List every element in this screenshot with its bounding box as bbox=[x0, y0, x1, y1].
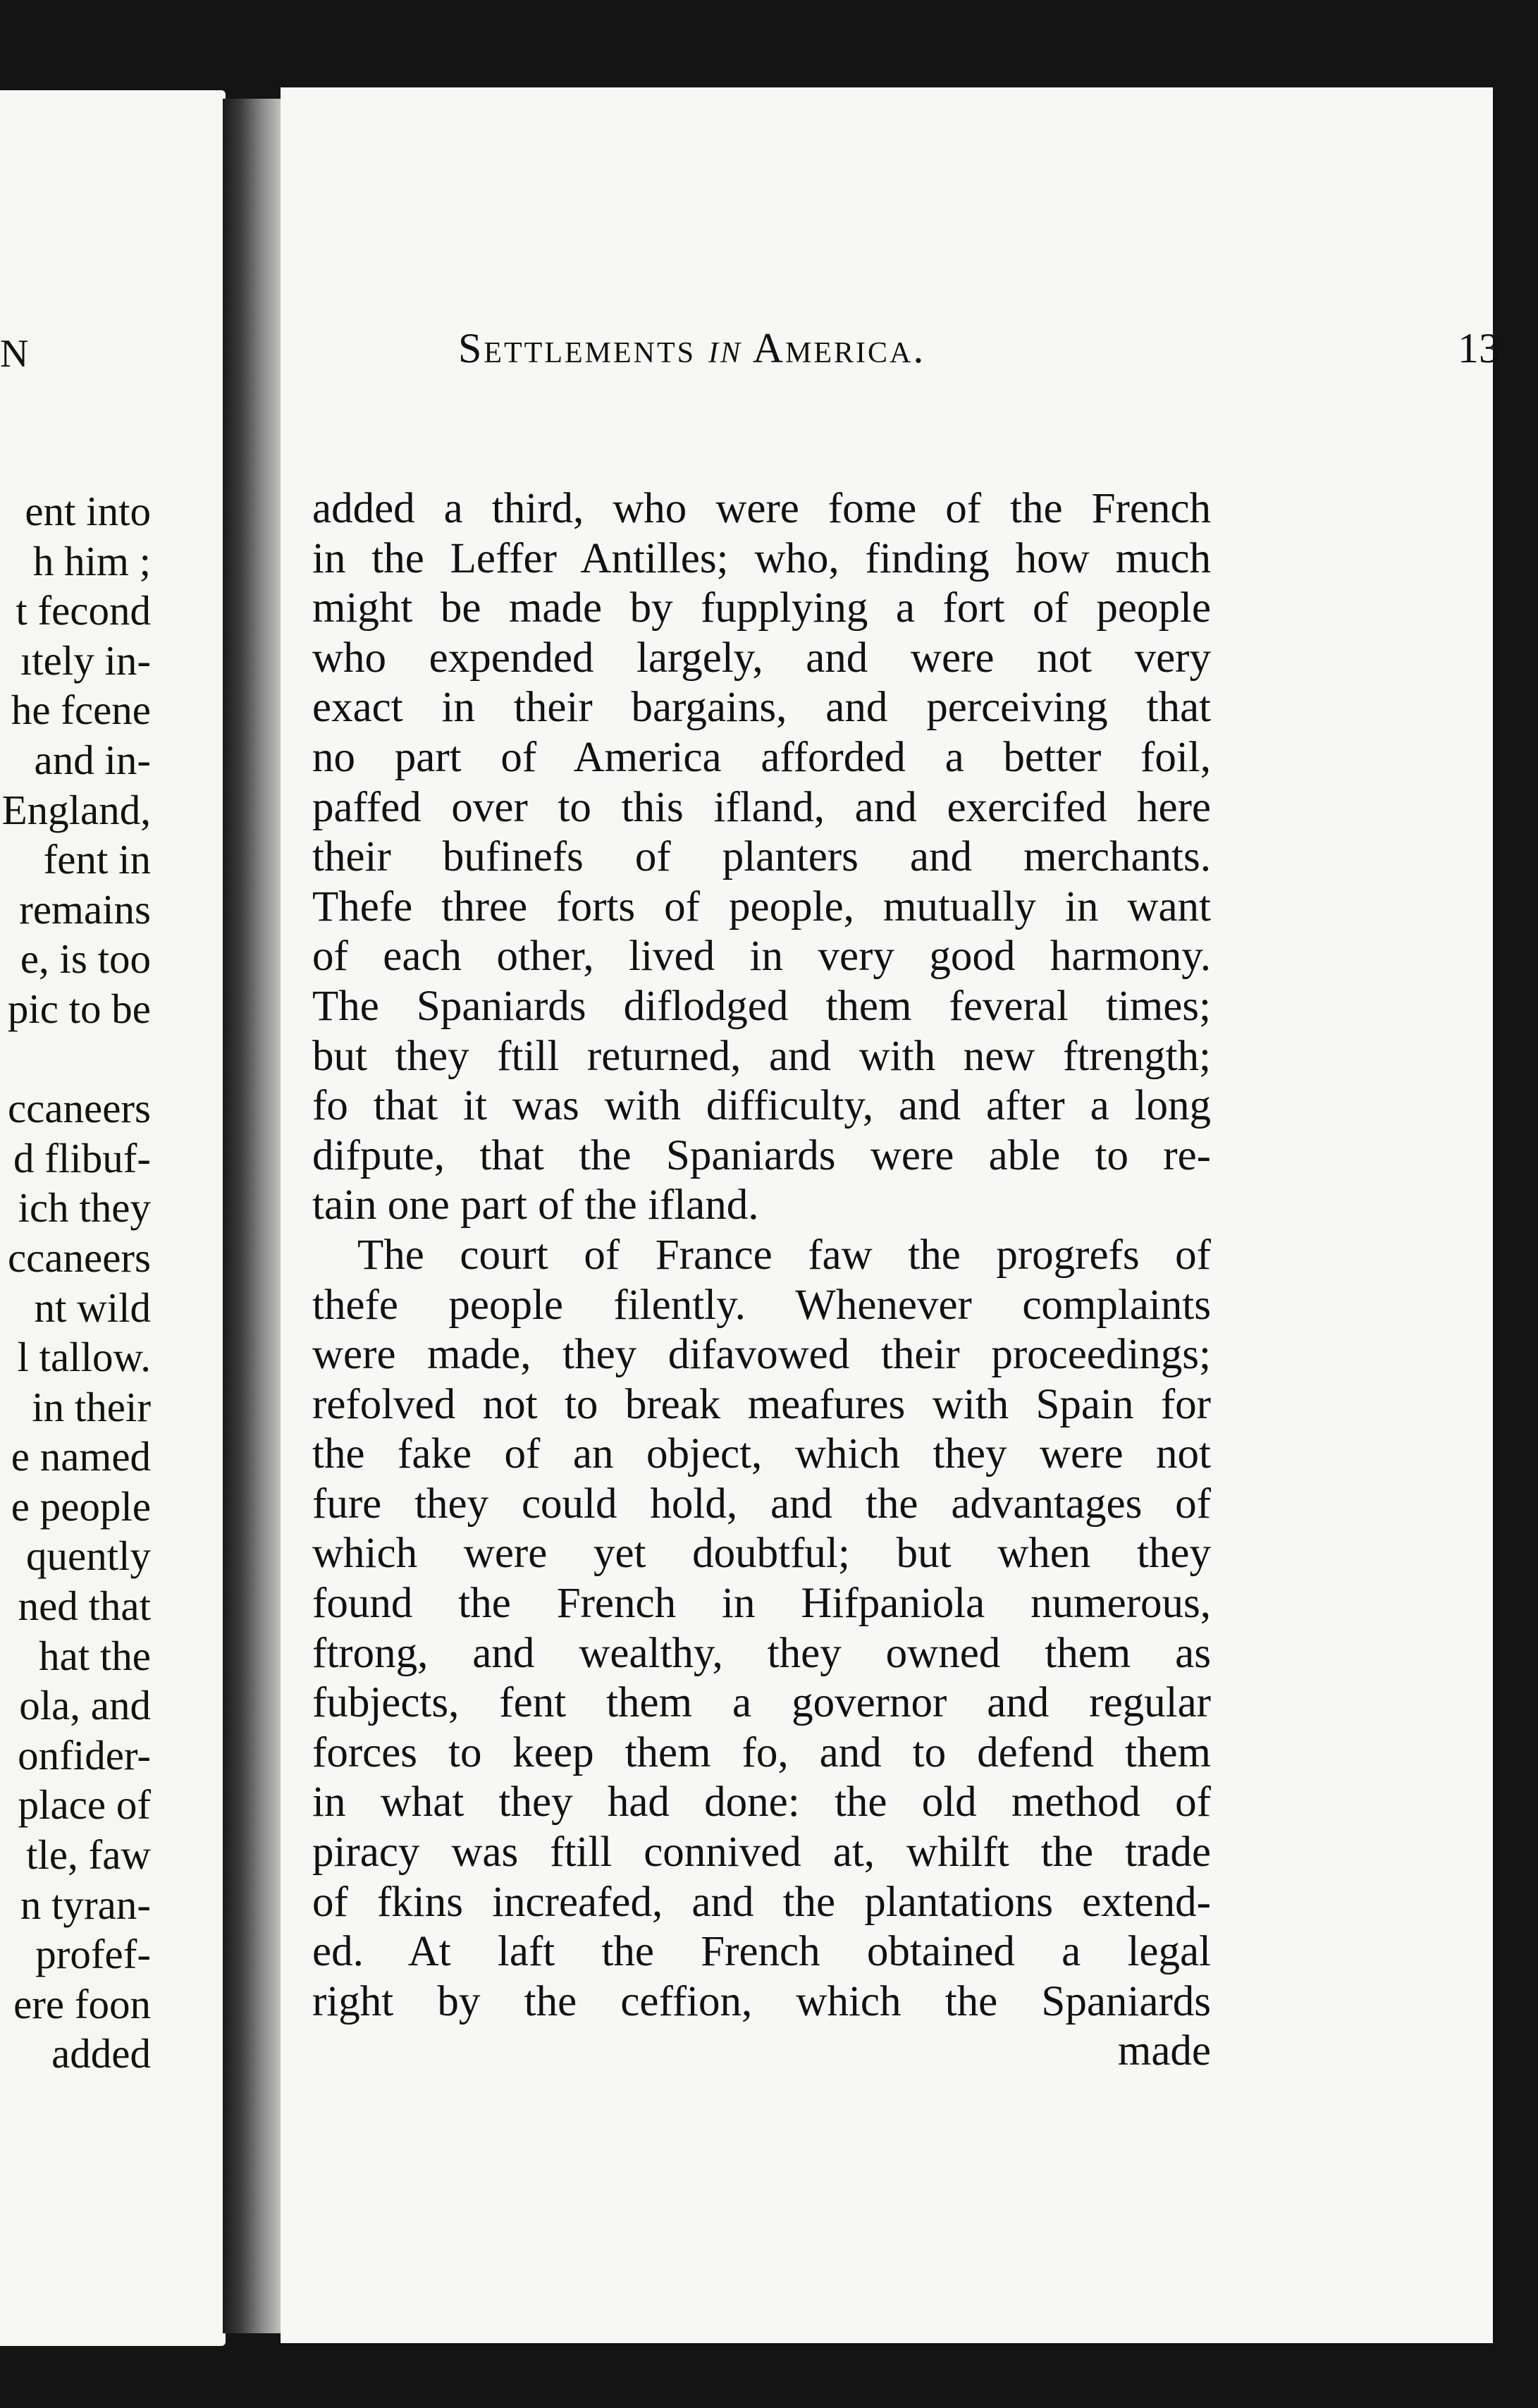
text-line: difpute, that the Spaniards were able to re- bbox=[312, 1131, 1211, 1179]
text-line: found the French in Hifpaniola numerous, bbox=[312, 1580, 1211, 1628]
left-text-line: ccaneers bbox=[7, 1234, 151, 1281]
running-head-italic: in bbox=[708, 325, 742, 371]
left-text-line: remains bbox=[19, 885, 151, 933]
text-line: which were yet doubtful; but when they bbox=[312, 1530, 1211, 1578]
left-text-line: he fcene bbox=[11, 687, 151, 734]
left-text-line: ıtely in- bbox=[20, 637, 151, 684]
left-text-line: fent in bbox=[43, 836, 151, 883]
left-text-line: e, is too bbox=[20, 935, 151, 983]
right-page bbox=[281, 87, 1500, 2343]
text-line: but they ftill returned, and with new ftrength; bbox=[312, 1032, 1211, 1080]
text-line: were made, they difavowed their proceedings; bbox=[312, 1331, 1211, 1379]
body-text bbox=[312, 484, 1211, 2077]
left-text-line: ere foon bbox=[13, 1980, 151, 2027]
left-text-line: England, bbox=[1, 786, 151, 833]
running-head-suffix: America. bbox=[752, 325, 926, 371]
left-text-line: e people bbox=[11, 1482, 151, 1530]
text-line: refolved not to break meafures with Spain for bbox=[312, 1380, 1211, 1428]
left-text-line: added bbox=[51, 2030, 151, 2077]
left-text-line: ccaneers bbox=[7, 1085, 151, 1132]
text-line: in the Leffer Antilles; who, finding how much bbox=[312, 534, 1211, 582]
left-text-line bbox=[0, 1034, 151, 1084]
running-head bbox=[458, 324, 1500, 373]
text-line: ed. At laft the French obtained a legal bbox=[312, 1928, 1211, 1976]
text-line: in what they had done: the old method of bbox=[312, 1779, 1211, 1826]
left-page-header-fragment: N bbox=[0, 332, 32, 376]
text-line: made bbox=[1117, 2027, 1211, 2075]
text-line: exact in their bargains, and perceiving that bbox=[312, 684, 1211, 732]
left-text-line: nt wild bbox=[34, 1284, 151, 1331]
text-line: paffed over to this ifland, and exercifed here bbox=[312, 783, 1211, 831]
text-line: The court of France faw the progrefs of bbox=[357, 1231, 1211, 1279]
left-text-line: d flibuf- bbox=[13, 1134, 151, 1181]
left-text-line: e named bbox=[11, 1433, 151, 1480]
left-text-line: ich they bbox=[18, 1184, 151, 1231]
left-text-line: n tyran- bbox=[20, 1881, 151, 1928]
text-line: Thefe three forts of people, mutually in want bbox=[312, 883, 1211, 930]
text-line: fo that it was with difficulty, and after a long bbox=[312, 1082, 1211, 1130]
text-line: no part of America afforded a better foil, bbox=[312, 733, 1211, 781]
left-text-line: and in- bbox=[34, 736, 151, 783]
left-text-line: pic to be bbox=[7, 985, 151, 1032]
left-text-line: h him ; bbox=[32, 537, 151, 584]
page-number: 13 bbox=[1458, 325, 1500, 371]
text-line: ftrong, and wealthy, they owned them as bbox=[312, 1629, 1211, 1677]
text-line: their bufinefs of planters and merchants. bbox=[312, 833, 1211, 881]
text-line: who expended largely, and were not very bbox=[312, 634, 1211, 682]
left-text-line: l tallow. bbox=[17, 1334, 151, 1381]
left-text-line: hat the bbox=[39, 1632, 151, 1679]
text-line: fure they could hold, and the advantages of bbox=[312, 1480, 1211, 1528]
left-text-line: ent into bbox=[25, 488, 151, 534]
text-line: The Spaniards diflodged them feveral times; bbox=[312, 982, 1211, 1030]
book-gutter bbox=[223, 99, 283, 2333]
text-line: of fkins increafed, and the plantations extend- bbox=[312, 1878, 1211, 1926]
text-line: the fake of an object, which they were not bbox=[312, 1430, 1211, 1478]
text-line: forces to keep them fo, and to defend them bbox=[312, 1728, 1211, 1776]
text-line: of each other, lived in very good harmony. bbox=[312, 933, 1211, 981]
text-line: added a third, who were fome of the French bbox=[312, 485, 1211, 532]
text-line: piracy was ftill connived at, whilft the trade bbox=[312, 1829, 1211, 1876]
text-line: tain one part of the ifland. bbox=[312, 1181, 759, 1229]
text-line: might be made by fupplying a fort of people bbox=[312, 584, 1211, 632]
left-text-line: place of bbox=[18, 1781, 151, 1829]
text-line: fubjects, fent them a governor and regular bbox=[312, 1679, 1211, 1727]
left-text-line: profef- bbox=[35, 1931, 151, 1978]
left-text-line: tle, faw bbox=[26, 1831, 151, 1879]
text-line: right by the ceffion, which the Spaniards bbox=[312, 1977, 1211, 2025]
left-text-line: onfider- bbox=[18, 1731, 151, 1779]
text-line: thefe people filently. Whenever complaints bbox=[312, 1281, 1211, 1329]
left-text-line: quently bbox=[26, 1532, 151, 1580]
left-text-line: t fecond bbox=[16, 587, 151, 634]
left-text-line: in their bbox=[32, 1383, 151, 1430]
left-text-line: ola, and bbox=[19, 1682, 151, 1729]
left-page-text bbox=[0, 486, 151, 2079]
running-head-prefix: Settlements bbox=[458, 325, 696, 371]
left-text-line: ned that bbox=[18, 1583, 151, 1630]
left-page bbox=[0, 90, 226, 2346]
running-head-title bbox=[458, 325, 925, 371]
